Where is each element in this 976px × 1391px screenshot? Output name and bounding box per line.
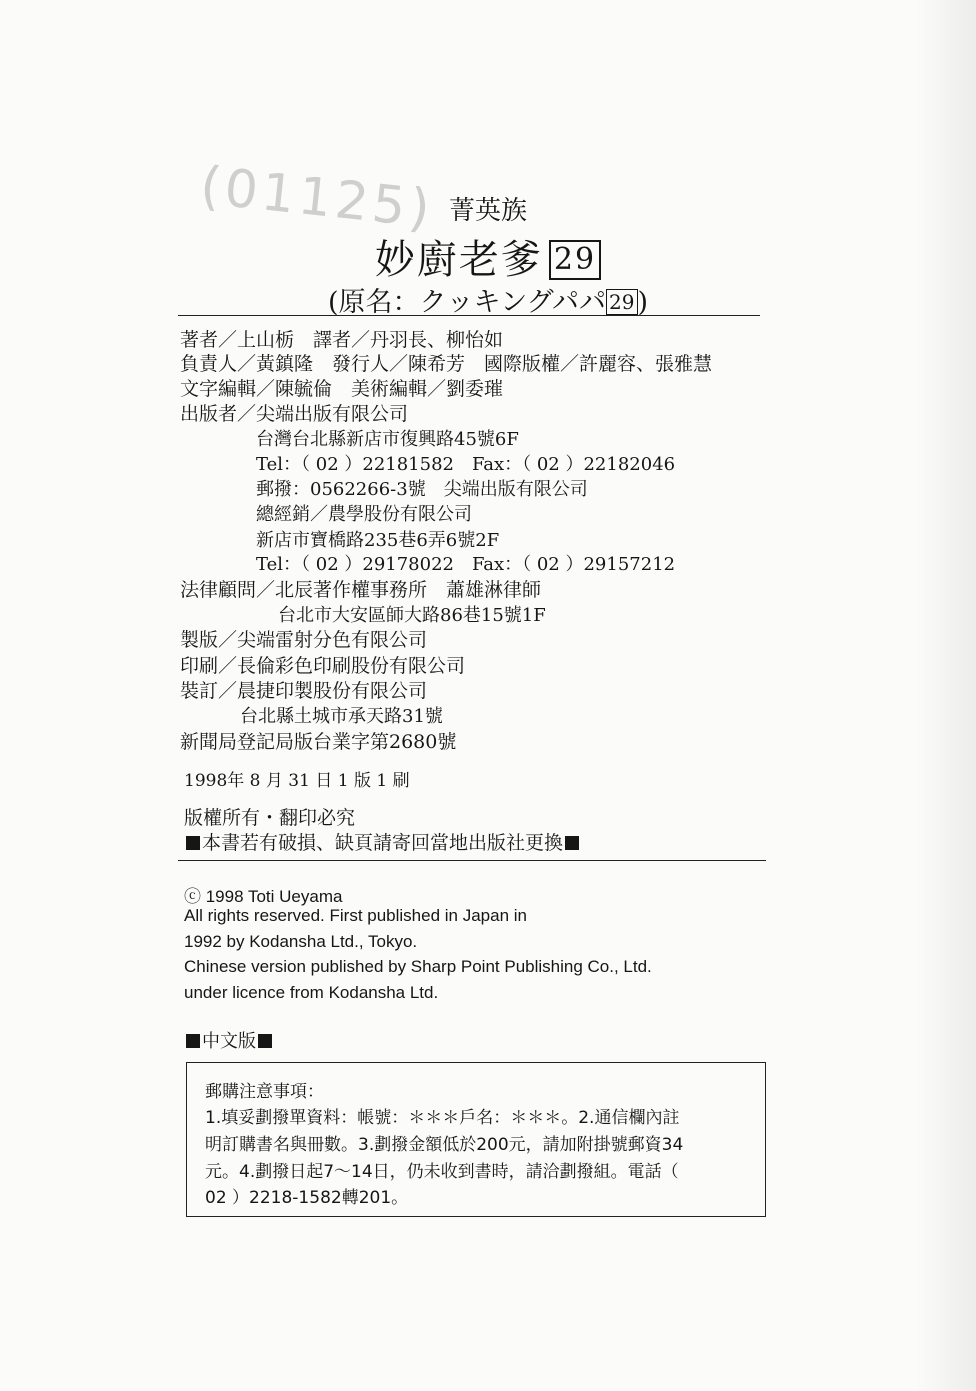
original-volume-box: 29 [606,289,637,315]
copyright-line: Chinese version published by Sharp Point Publishing Co., Ltd. [184,957,652,976]
handwritten-note: (01125) [197,155,437,241]
replacement-notice [184,831,581,855]
book-title-text: 妙廚老爹 [374,237,543,283]
edition-label-text: 中文版 [202,1031,256,1052]
copyright-line: under licence from Kodansha Ltd. [184,983,439,1002]
credit-line-distributor-address: 新店市寶橋路235巷6弄6號2F [256,530,500,551]
credit-line-publisher-phone: Tel：（ 02 ）22181582 Fax：（ 02 ）22182046 [256,454,676,475]
black-square-icon [186,836,200,850]
mail-order-line: 1.填妥劃撥單資料：帳號：＊＊＊戶名：＊＊＊。2.通信欄內註 [205,1108,680,1128]
credit-line-postal-transfer: 郵撥：0562266-3號 尖端出版有限公司 [256,479,588,500]
credit-line-printing: 印刷／長倫彩色印刷股份有限公司 [180,655,466,677]
replacement-notice-text: 本書若有破損、缺頁請寄回當地出版社更換 [202,832,564,854]
edition-label [184,1030,274,1054]
credit-line-publisher-address: 台灣台北縣新店市復興路45號6F [256,429,519,450]
header-divider [178,315,760,316]
original-title-close: ) [637,287,649,318]
book-title [0,228,976,285]
credit-line-publisher: 出版者／尖端出版有限公司 [180,403,409,425]
credit-line-distributor: 總經銷／農學股份有限公司 [256,504,472,525]
credit-line-plate-making: 製版／尖端雷射分色有限公司 [180,629,428,651]
credit-line-binding-address: 台北縣土城市承天路31號 [240,706,443,727]
credit-line-binding: 裝訂／晨捷印製股份有限公司 [180,680,428,702]
credit-line-registration: 新聞局登記局版台業字第2680號 [180,731,457,753]
credit-line-editors: 文字編輯／陳毓倫 美術編輯／劉委璀 [180,378,504,400]
credit-line-publisher-heads: 負責人／黃鎮隆 發行人／陳希芳 國際版權／許麗容、張雅慧 [180,353,713,375]
original-title [0,280,976,319]
print-date: 1998年 8 月 31 日 1 版 1 刷 [184,771,410,791]
black-square-icon [565,836,579,850]
copyright-line: ⓒ 1998 Toti Ueyama [184,887,343,906]
mail-order-line: 元。4.劃撥日起7～14日，仍未收到書時，請洽劃撥組。電話（ [205,1162,679,1182]
rights-notice: 版權所有・翻印必究 [184,807,356,829]
mail-order-line: 明訂購書名與冊數。3.劃撥金額低於200元，請加附掛號郵資34 [205,1135,684,1155]
black-square-icon [258,1034,272,1048]
credit-line-legal: 法律顧問／北辰著作權事務所 蕭雄淋律師 [180,579,542,601]
copyright-line: 1992 by Kodansha Ltd., Tokyo. [184,932,418,951]
mail-order-line: 02 ）2218-1582轉201。 [205,1188,409,1208]
mail-order-heading: 郵購注意事項： [205,1082,324,1102]
credit-line-distributor-phone: Tel：（ 02 ）29178022 Fax：（ 02 ）29157212 [256,554,676,575]
series-name: 菁英族 [448,196,527,226]
credit-line-legal-address: 台北市大安區師大路86巷15號1F [278,605,546,626]
volume-number-box: 29 [549,240,601,280]
original-title-text: (原名：クッキングパパ [327,287,607,318]
mail-order-notice-box [186,1062,766,1217]
copyright-line: All rights reserved. First published in Japan in [184,906,527,925]
credit-line-author: 著者／上山栃 譯者／丹羽長、柳怡如 [180,329,504,351]
copyright-divider [178,860,766,861]
black-square-icon [186,1034,200,1048]
